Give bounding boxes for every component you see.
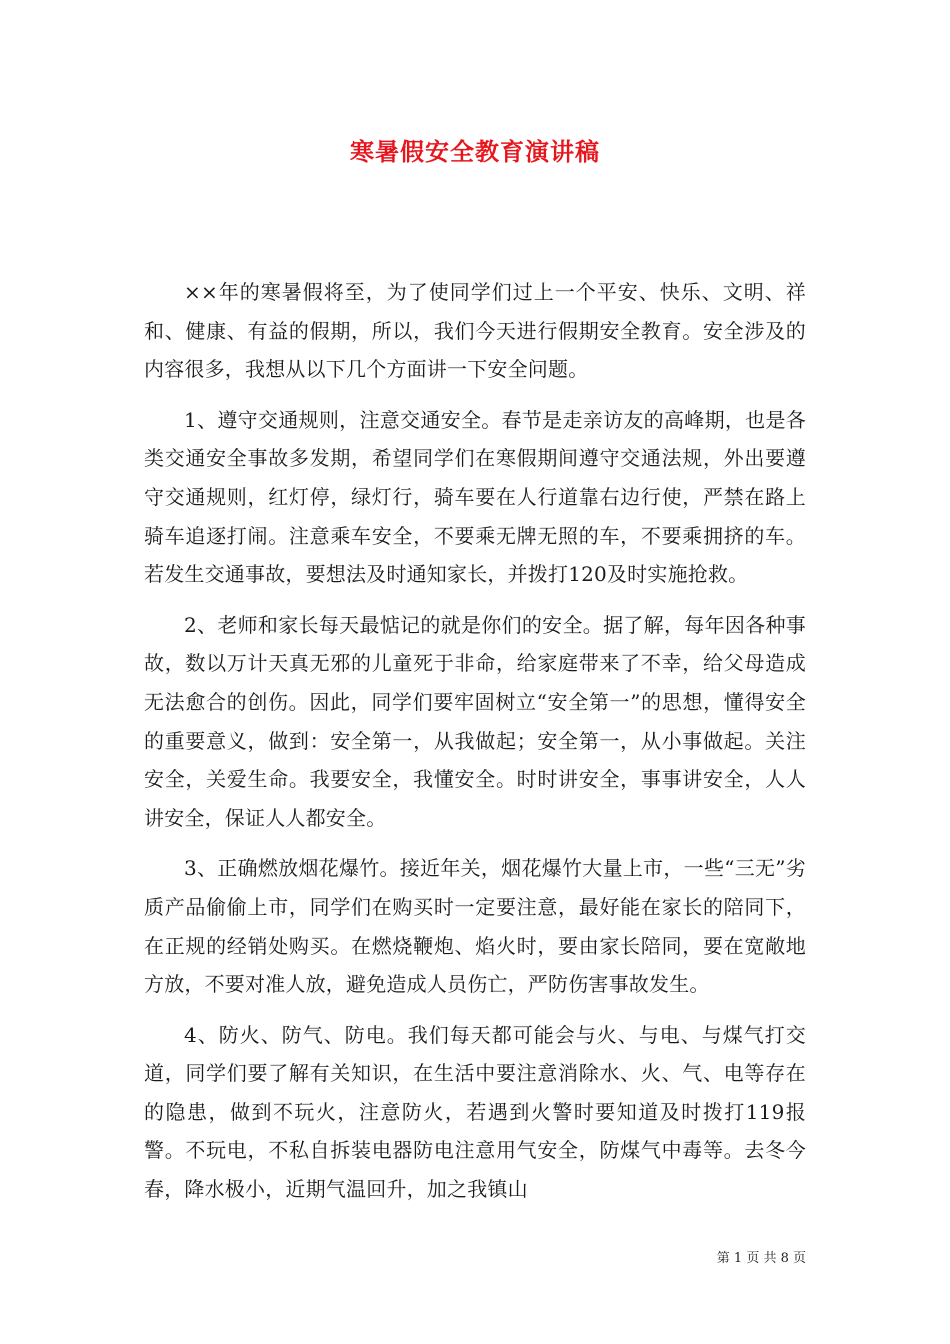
page-title: 寒暑假安全教育演讲稿	[350, 137, 600, 166]
paragraph-intro: ××年的寒暑假将至，为了使同学们过上一个平安、快乐、文明、祥和、健康、有益的假期，所以，我们今天进行假期安全教育。安全涉及的内容很多，我想从以下几个方面讲一下安全问题。	[144, 280, 806, 382]
page-number: 第 1 页 共 8 页	[716, 1251, 806, 1266]
paragraph-fireworks: 3、正确燃放烟花爆竹。接近年关，烟花爆竹大量上市，一些“三无”劣质产品偷偷上市，同学们在购买时一定要注意，最好能在家长的陪同下，在正规的经销处购买。在燃烧鞭炮、焰火时，要由家长陪同，要在宽敞地方放，不要对准人放，避免造成人员伤亡，严防伤害事故发生。	[144, 856, 806, 997]
paragraph-fire-gas-electric: 4、防火、防气、防电。我们每天都可能会与火、与电、与煤气打交道，同学们要了解有关知识，在生活中要注意消除水、火、气、电等存在的隐患，做到不玩火，注意防火，若遇到火警时要知道及时拨打119报警。不玩电，不私自拆装电器防电注意用气安全，防煤气中毒等。去冬今春，降水极小，近期气温回升，加之我镇山	[144, 1022, 806, 1202]
paragraph-traffic-safety: 1、遵守交通规则，注意交通安全。春节是走亲访友的高峰期，也是各类交通安全事故多发期，希望同学们在寒假期间遵守交通法规，外出要遵守交通规则，红灯停，绿灯行，骑车要在人行道靠右边行使，严禁在路上骑车追逐打闹。注意乘车安全，不要乘无牌无照的车，不要乘拥挤的车。若发生交通事故，要想法及时通知家长，并拨打120及时实施抢救。	[144, 407, 806, 587]
paragraph-safety-first: 2、老师和家长每天最惦记的就是你们的安全。据了解，每年因各种事故，数以万计天真无邪的儿童死于非命，给家庭带来了不幸，给父母造成无法愈合的创伤。因此，同学们要牢固树立“安全第一”的思想，懂得安全的重要意义，做到：安全第一，从我做起；安全第一，从小事做起。关注安全，关爱生命。我要安全，我懂安全。时时讲安全，事事讲安全，人人讲安全，保证人人都安全。	[144, 612, 806, 830]
document-body	[144, 273, 806, 1221]
